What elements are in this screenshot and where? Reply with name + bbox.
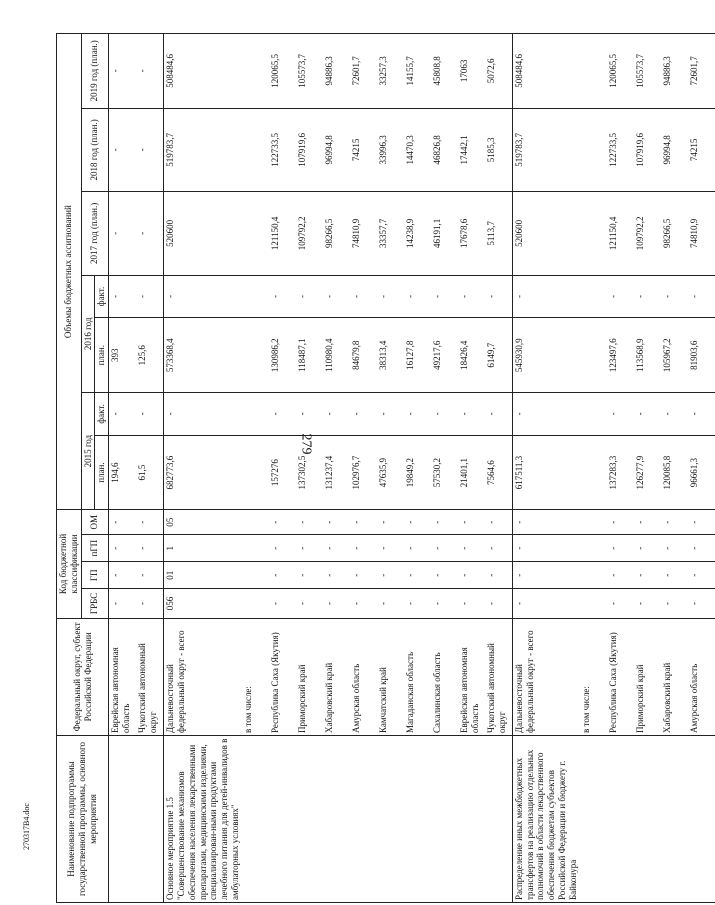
cell-p2016: 16127,8 [404, 318, 431, 392]
cell-p2015: 126277,9 [634, 435, 661, 509]
cell-y2017: 98266,5 [323, 192, 350, 276]
cell-name: Основное мероприятие 1.5 "Совершенствование механизмов обеспечения населения лекарственными препаратами, медицинскими изделиями, специализирован-ными продуктами лечебного питания для детей-инвалидов в амбулаторных условиях" [164, 735, 242, 902]
table-row [485, 34, 513, 903]
cell-f2015: - [607, 392, 634, 435]
cell-region: Еврейская автономная область [109, 618, 137, 735]
cell-om [242, 510, 269, 535]
table-row [269, 34, 296, 903]
cell-gp: - [350, 562, 377, 589]
cell-region: Чукотский автономный округ [485, 618, 513, 735]
cell-region: Хабаровский край [323, 618, 350, 735]
cell-p2016: 6149,7 [485, 318, 513, 392]
cell-f2015: - [431, 392, 458, 435]
cell-f2016: - [634, 275, 661, 318]
cell-om: - [634, 510, 661, 535]
cell-om: - [688, 510, 715, 535]
cell-f2016: - [136, 275, 164, 318]
cell-gp: - [661, 562, 688, 589]
cell-grbs: - [458, 589, 485, 618]
cell-om: - [296, 510, 323, 535]
cell-grbs: - [661, 589, 688, 618]
cell-y2017: 121150,4 [269, 192, 296, 276]
cell-y2018: 107919,6 [634, 108, 661, 192]
cell-p2015: 102976,7 [350, 435, 377, 509]
cell-y2018: 74215 [350, 108, 377, 192]
cell-y2017: 121150,4 [607, 192, 634, 276]
header-volumes: Объемы бюджетных ассигнований [57, 34, 82, 510]
cell-name: Распределение иных межбюджетных трансфертов на реализацию отдельных полномочий в области лекарственного обеспечения бюджетам субъектов Российской Федерации и бюджету г. Байконура [512, 735, 579, 902]
cell-y2017 [242, 192, 269, 276]
cell-y2018: 107919,6 [296, 108, 323, 192]
cell-y2018 [242, 108, 269, 192]
table-row [431, 34, 458, 903]
cell-y2019: 94886,3 [661, 34, 688, 109]
cell-grbs: - [688, 589, 715, 618]
cell-name [661, 735, 688, 902]
cell-pgp: - [377, 535, 404, 562]
cell-f2015: - [136, 392, 164, 435]
table-row [296, 34, 323, 903]
cell-f2016: - [607, 275, 634, 318]
cell-region: Камчатский край [377, 618, 404, 735]
cell-pgp [580, 535, 607, 562]
cell-y2019 [580, 34, 607, 109]
cell-y2017: 33357,7 [377, 192, 404, 276]
header-2015: 2015 год [81, 392, 95, 509]
cell-p2015: 131237,4 [323, 435, 350, 509]
table-row [109, 34, 137, 903]
cell-y2019: 508484,6 [164, 34, 242, 109]
cell-pgp: - [458, 535, 485, 562]
cell-pgp: - [688, 535, 715, 562]
document-footer: 270317В4.doc [22, 803, 31, 850]
cell-f2015: - [109, 392, 137, 435]
cell-gp: - [109, 562, 137, 589]
table-row [242, 34, 269, 903]
cell-p2016: 545930,9 [512, 318, 579, 392]
cell-gp: - [296, 562, 323, 589]
cell-p2016: 38313,4 [377, 318, 404, 392]
cell-grbs: - [136, 589, 164, 618]
cell-f2015: - [296, 392, 323, 435]
cell-grbs: - [512, 589, 579, 618]
cell-om: - [269, 510, 296, 535]
header-grbs: ГРБС [81, 589, 109, 618]
cell-p2015: 120085,8 [661, 435, 688, 509]
cell-name [458, 735, 485, 902]
cell-region: Хабаровский край [661, 618, 688, 735]
cell-y2019: 508484,6 [512, 34, 579, 109]
cell-y2018: 46826,8 [431, 108, 458, 192]
cell-y2018: 96994,8 [323, 108, 350, 192]
cell-p2015: 137283,3 [607, 435, 634, 509]
cell-y2017: 520600 [512, 192, 579, 276]
cell-y2019: - [136, 34, 164, 109]
cell-region: Сахалинская область [431, 618, 458, 735]
cell-y2018: 74215 [688, 108, 715, 192]
cell-om: - [607, 510, 634, 535]
cell-gp [580, 562, 607, 589]
cell-grbs: - [323, 589, 350, 618]
cell-grbs: - [296, 589, 323, 618]
cell-f2015: - [458, 392, 485, 435]
page-number: 279 [298, 433, 314, 455]
cell-grbs: - [607, 589, 634, 618]
cell-y2017: 14238,9 [404, 192, 431, 276]
cell-gp: - [634, 562, 661, 589]
table-row [404, 34, 431, 903]
cell-p2016 [580, 318, 607, 392]
cell-name [136, 735, 164, 902]
cell-p2016: 105967,2 [661, 318, 688, 392]
cell-pgp: 1 [164, 535, 242, 562]
cell-p2015: 21401,1 [458, 435, 485, 509]
cell-y2019: 94886,3 [323, 34, 350, 109]
cell-y2018: 5185,3 [485, 108, 513, 192]
cell-region: Дальневосточный федеральный округ - всего [164, 618, 242, 735]
cell-y2018: 519783,7 [512, 108, 579, 192]
header-2016: 2016 год [81, 275, 95, 392]
cell-f2016 [580, 275, 607, 318]
cell-p2016: 110980,4 [323, 318, 350, 392]
cell-gp: - [323, 562, 350, 589]
table-row [634, 34, 661, 903]
cell-grbs: - [377, 589, 404, 618]
cell-f2016: - [164, 275, 242, 318]
cell-y2019: 72601,7 [350, 34, 377, 109]
cell-om: - [404, 510, 431, 535]
cell-y2017: 109792,2 [296, 192, 323, 276]
cell-gp: - [404, 562, 431, 589]
header-2017: 2017 год (план.) [81, 192, 109, 276]
cell-p2015: 7564,6 [485, 435, 513, 509]
cell-gp [242, 562, 269, 589]
table-row [136, 34, 164, 903]
cell-p2016: 125,6 [136, 318, 164, 392]
cell-grbs [580, 589, 607, 618]
cell-grbs [242, 589, 269, 618]
cell-f2015: - [164, 392, 242, 435]
cell-pgp: - [607, 535, 634, 562]
cell-y2017: 109792,2 [634, 192, 661, 276]
cell-f2015: - [512, 392, 579, 435]
table-row [323, 34, 350, 903]
cell-y2017: 5113,7 [485, 192, 513, 276]
cell-p2016: 118487,1 [296, 318, 323, 392]
cell-p2015: 96661,3 [688, 435, 715, 509]
cell-y2019: 17063 [458, 34, 485, 109]
cell-p2015: 47635,9 [377, 435, 404, 509]
cell-p2015: 61,5 [136, 435, 164, 509]
rotated-table-container [56, 33, 699, 903]
cell-om: - [485, 510, 513, 535]
header-2015-fact: факт. [95, 392, 109, 435]
cell-name [688, 735, 715, 902]
cell-y2018: 14470,3 [404, 108, 431, 192]
budget-table [56, 33, 715, 903]
cell-om: - [109, 510, 137, 535]
cell-f2015: - [323, 392, 350, 435]
cell-name [109, 735, 137, 902]
cell-om: - [661, 510, 688, 535]
cell-pgp: - [404, 535, 431, 562]
cell-region: Еврейская автономная область [458, 618, 485, 735]
cell-f2015: - [377, 392, 404, 435]
cell-grbs: - [269, 589, 296, 618]
cell-p2015: 617511,3 [512, 435, 579, 509]
header-2016-fact: факт. [95, 275, 109, 318]
cell-pgp: - [485, 535, 513, 562]
cell-y2018: - [136, 108, 164, 192]
cell-f2016: - [377, 275, 404, 318]
cell-y2019: 105573,7 [634, 34, 661, 109]
cell-region: Чукотский автономный округ [136, 618, 164, 735]
cell-y2018: 33996,3 [377, 108, 404, 192]
cell-grbs: - [485, 589, 513, 618]
cell-y2019: 105573,7 [296, 34, 323, 109]
cell-pgp: - [634, 535, 661, 562]
cell-f2016: - [431, 275, 458, 318]
cell-name [404, 735, 431, 902]
cell-name [580, 735, 607, 902]
cell-f2016: - [485, 275, 513, 318]
cell-y2018: 122733,5 [269, 108, 296, 192]
header-pgp: пГП [81, 535, 109, 562]
cell-y2018: 96994,8 [661, 108, 688, 192]
cell-f2016: - [404, 275, 431, 318]
cell-pgp: - [350, 535, 377, 562]
header-name: Наименование подпрограммы государственной программы, основного мероприятия [57, 735, 109, 902]
cell-y2017: 46191,1 [431, 192, 458, 276]
cell-p2016: 573368,4 [164, 318, 242, 392]
cell-om: - [458, 510, 485, 535]
cell-region: Амурская область [688, 618, 715, 735]
cell-p2015: 194,6 [109, 435, 137, 509]
cell-om: - [377, 510, 404, 535]
cell-grbs: - [109, 589, 137, 618]
cell-p2016: 130986,2 [269, 318, 296, 392]
cell-p2015: 19849,2 [404, 435, 431, 509]
cell-grbs: - [431, 589, 458, 618]
table-body [109, 34, 715, 903]
cell-region: Республика Саха (Якутия) [607, 618, 634, 735]
cell-f2015: - [404, 392, 431, 435]
cell-y2019: 5072,6 [485, 34, 513, 109]
cell-f2016: - [350, 275, 377, 318]
cell-y2019: 120065,5 [607, 34, 634, 109]
cell-gp: - [431, 562, 458, 589]
cell-f2016: - [323, 275, 350, 318]
cell-p2015: 57530,2 [431, 435, 458, 509]
cell-region: Амурская область [350, 618, 377, 735]
cell-y2017: 520600 [164, 192, 242, 276]
cell-y2017: 98266,5 [661, 192, 688, 276]
cell-f2015 [242, 392, 269, 435]
cell-y2019 [242, 34, 269, 109]
cell-f2016: - [269, 275, 296, 318]
cell-om: 05 [164, 510, 242, 535]
cell-region: Приморский край [296, 618, 323, 735]
cell-y2019: 45808,8 [431, 34, 458, 109]
cell-f2016: - [458, 275, 485, 318]
cell-om: - [431, 510, 458, 535]
cell-name [296, 735, 323, 902]
cell-p2016 [242, 318, 269, 392]
cell-grbs: - [350, 589, 377, 618]
cell-name [350, 735, 377, 902]
cell-name [485, 735, 513, 902]
cell-p2016: 113568,9 [634, 318, 661, 392]
cell-f2015: - [688, 392, 715, 435]
table-row [350, 34, 377, 903]
table-row [458, 34, 485, 903]
cell-f2016: - [661, 275, 688, 318]
cell-y2019: 33257,3 [377, 34, 404, 109]
cell-f2016 [242, 275, 269, 318]
header-region: Федеральный округ, субъект Российской Федерации [57, 618, 109, 735]
cell-y2019: 120065,5 [269, 34, 296, 109]
cell-gp: - [607, 562, 634, 589]
cell-p2015: 137302,5 [296, 435, 323, 509]
cell-name [634, 735, 661, 902]
cell-y2019: 14155,7 [404, 34, 431, 109]
cell-f2016: - [109, 275, 137, 318]
cell-gp: - [485, 562, 513, 589]
cell-om: - [350, 510, 377, 535]
cell-name [377, 735, 404, 902]
cell-region: Магаданская область [404, 618, 431, 735]
cell-region: Приморский край [634, 618, 661, 735]
cell-p2016: 81903,6 [688, 318, 715, 392]
cell-y2017 [580, 192, 607, 276]
cell-p2016: 18426,4 [458, 318, 485, 392]
header-budget-code: Код бюджетной классификации [57, 510, 82, 618]
cell-y2017: - [136, 192, 164, 276]
cell-y2019: 72601,7 [688, 34, 715, 109]
header-2015-plan: план. [95, 435, 109, 509]
cell-y2018: 122733,5 [607, 108, 634, 192]
header-gp: ГП [81, 562, 109, 589]
cell-pgp: - [512, 535, 579, 562]
cell-region: Дальневосточный федеральный округ - всего [512, 618, 579, 735]
cell-gp: - [512, 562, 579, 589]
cell-f2016: - [512, 275, 579, 318]
cell-y2017: 74810,9 [688, 192, 715, 276]
cell-y2018: 17442,1 [458, 108, 485, 192]
cell-p2015 [580, 435, 607, 509]
cell-p2016: 393 [109, 318, 137, 392]
cell-region: в том числе: [242, 618, 269, 735]
cell-om: - [323, 510, 350, 535]
cell-name [269, 735, 296, 902]
cell-pgp: - [269, 535, 296, 562]
cell-om: - [136, 510, 164, 535]
header-2016-plan: план. [95, 318, 109, 392]
cell-pgp: - [661, 535, 688, 562]
table-row [607, 34, 634, 903]
cell-gp: - [269, 562, 296, 589]
cell-region: Республика Саха (Якутия) [269, 618, 296, 735]
cell-p2015: 157276 [269, 435, 296, 509]
cell-name [431, 735, 458, 902]
table-row [377, 34, 404, 903]
cell-gp: 01 [164, 562, 242, 589]
cell-f2015: - [661, 392, 688, 435]
cell-name [242, 735, 269, 902]
cell-p2016: 123497,6 [607, 318, 634, 392]
cell-f2016: - [296, 275, 323, 318]
cell-om [580, 510, 607, 535]
table-row [688, 34, 715, 903]
cell-f2015: - [485, 392, 513, 435]
cell-name [323, 735, 350, 902]
header-2019: 2019 год (план.) [81, 34, 109, 109]
cell-pgp: - [323, 535, 350, 562]
table-row [580, 34, 607, 903]
header-2018: 2018 год (план.) [81, 108, 109, 192]
cell-f2015: - [350, 392, 377, 435]
cell-pgp: - [109, 535, 137, 562]
cell-p2015 [242, 435, 269, 509]
cell-pgp: - [136, 535, 164, 562]
cell-pgp [242, 535, 269, 562]
cell-gp: - [136, 562, 164, 589]
cell-gp: - [688, 562, 715, 589]
cell-f2016: - [688, 275, 715, 318]
cell-gp: - [458, 562, 485, 589]
cell-p2016: 49217,6 [431, 318, 458, 392]
cell-y2019: - [109, 34, 137, 109]
cell-grbs: - [634, 589, 661, 618]
table-row [164, 34, 242, 903]
table-row [661, 34, 688, 903]
table-row [512, 34, 579, 903]
cell-name [607, 735, 634, 902]
cell-pgp: - [431, 535, 458, 562]
cell-pgp: - [296, 535, 323, 562]
cell-gp: - [377, 562, 404, 589]
cell-y2018: 519783,7 [164, 108, 242, 192]
cell-y2018: - [109, 108, 137, 192]
cell-y2018 [580, 108, 607, 192]
header-om: ОМ [81, 510, 109, 535]
cell-f2015: - [634, 392, 661, 435]
cell-y2017: - [109, 192, 137, 276]
cell-p2015: 682773,6 [164, 435, 242, 509]
cell-grbs: 056 [164, 589, 242, 618]
cell-om: - [512, 510, 579, 535]
cell-y2017: 74810,9 [350, 192, 377, 276]
cell-f2015: - [269, 392, 296, 435]
cell-y2017: 17678,6 [458, 192, 485, 276]
cell-p2016: 84679,8 [350, 318, 377, 392]
cell-f2015 [580, 392, 607, 435]
cell-grbs: - [404, 589, 431, 618]
cell-region: в том числе: [580, 618, 607, 735]
